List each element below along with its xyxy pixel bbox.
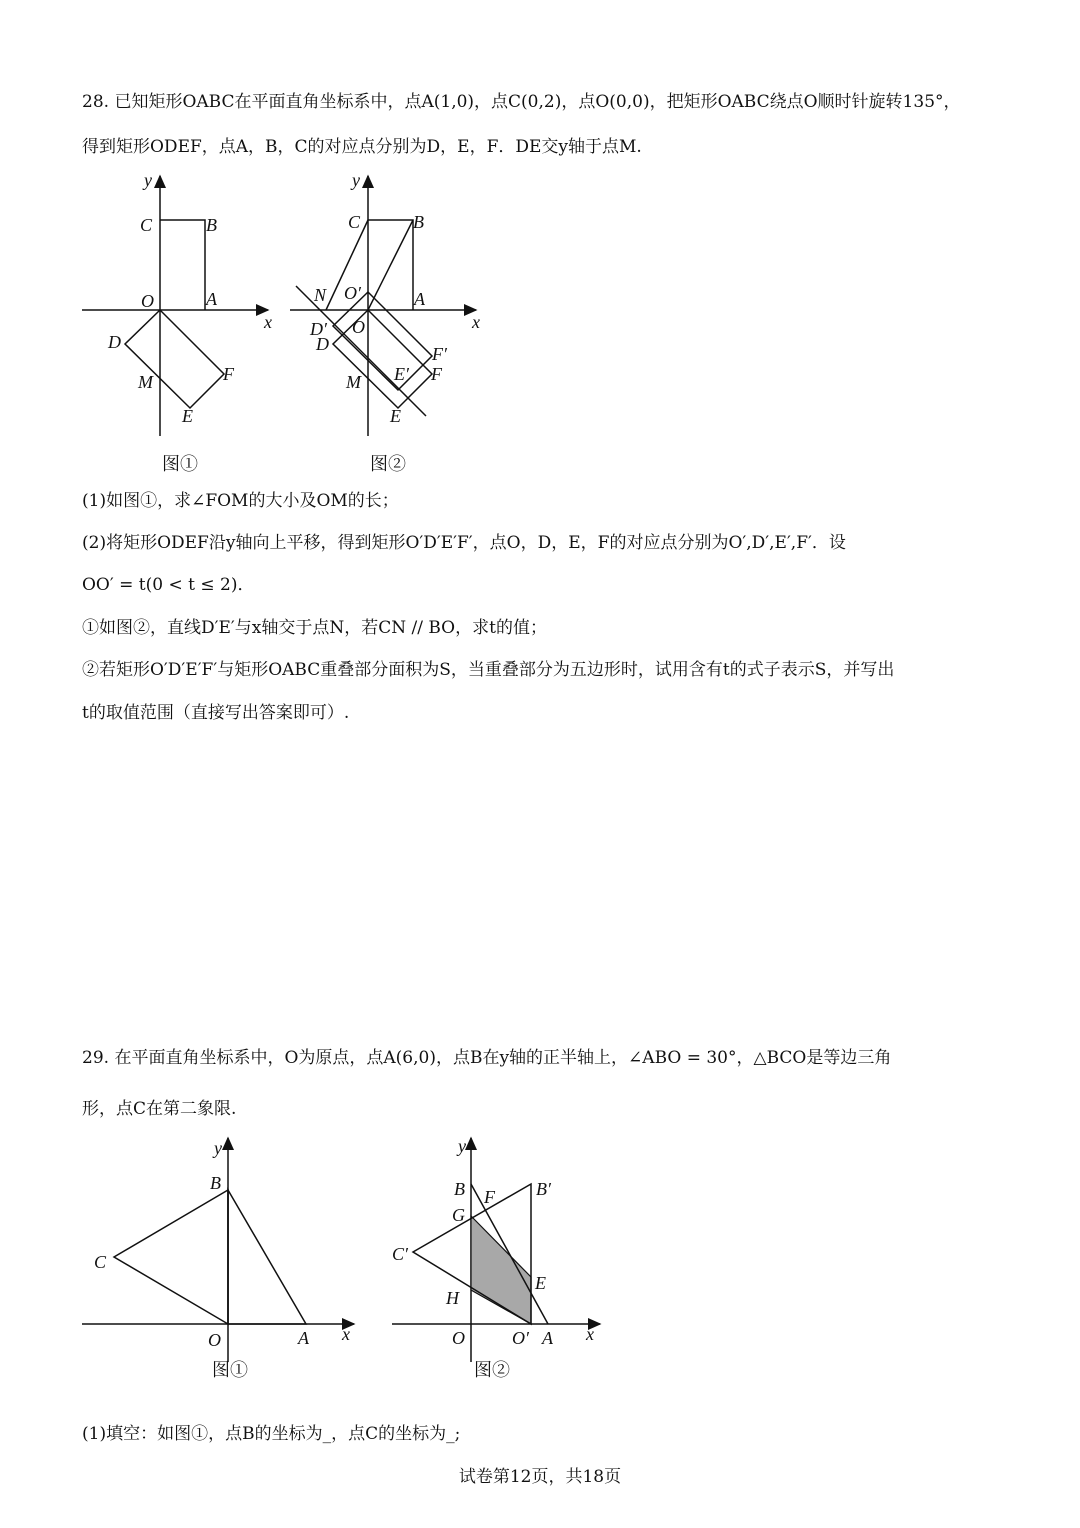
label-e: E <box>535 1273 546 1293</box>
label-x: x <box>586 1324 594 1344</box>
label-a: A <box>298 1328 309 1348</box>
caption: 图① <box>162 454 198 475</box>
label-y: y <box>214 1138 222 1158</box>
label-e-prime: E′ <box>394 364 409 384</box>
label-o-prime: O′ <box>344 283 361 303</box>
label-c: C <box>94 1252 107 1272</box>
label-c-prime: C′ <box>392 1244 408 1264</box>
q28-part2-sub2-line1: ②若矩形O′D′E′F′与矩形OABC重叠部分面积为S，当重叠部分为五边形时，试用含有t的式子表示S，并写出 <box>82 660 895 680</box>
label-b: B <box>413 212 424 232</box>
rectangle-oabc <box>160 220 205 310</box>
label-o: O <box>452 1328 465 1348</box>
q28-part2-sub1: ①如图②，直线D′E′与x轴交于点N，若CN // BO，求t的值； <box>82 618 547 638</box>
q28-part2-sub2-line2: t的取值范围（直接写出答案即可）. <box>82 703 350 723</box>
label-f: F <box>223 364 234 384</box>
label-b: B <box>454 1179 465 1199</box>
q29-figure-1 <box>78 1132 368 1392</box>
label-o: O <box>208 1330 221 1350</box>
q28-figure-2 <box>286 168 486 478</box>
label-o: O <box>141 291 154 311</box>
q29-part1: (1)填空：如图①，点B的坐标为_，点C的坐标为_; <box>82 1424 461 1444</box>
q28-part2-line1: (2)将矩形ODEF沿y轴向上平移，得到矩形O′D′E′F′，点O，D，E，F的对应点分别为O′,D′,E′,F′．设 <box>82 533 846 553</box>
q29-stem-line2: 形，点C在第二象限. <box>82 1099 237 1119</box>
label-a: A <box>542 1328 553 1348</box>
rectangle-odef <box>125 310 224 408</box>
triangle-bco <box>114 1190 228 1324</box>
label-x: x <box>342 1324 350 1344</box>
q28-stem-line1: 28. 已知矩形OABC在平面直角坐标系中，点A(1,0)，点C(0,2)，点O(0,0)，把矩形OABC绕点O顺时针旋转135°， <box>82 92 961 112</box>
label-m: M <box>138 372 153 392</box>
q28-figure-1 <box>78 168 278 478</box>
label-d: D <box>316 334 329 354</box>
caption: 图② <box>474 1360 510 1381</box>
label-o: O <box>352 317 365 337</box>
label-x: x <box>264 312 272 332</box>
label-h: H <box>446 1288 459 1308</box>
label-e: E <box>390 406 401 426</box>
segment-bo <box>368 220 413 310</box>
rectangle-odef <box>333 310 432 408</box>
label-x: x <box>472 312 480 332</box>
label-d-prime: D′ <box>310 319 327 339</box>
label-n: N <box>314 285 327 305</box>
q29-stem-line1: 29. 在平面直角坐标系中，O为原点，点A(6,0)，点B在y轴的正半轴上，∠ABO = 30°，△BCO是等边三角 <box>82 1048 892 1068</box>
label-b: B <box>210 1173 221 1193</box>
label-f: F <box>484 1187 495 1207</box>
label-y: y <box>352 170 360 190</box>
caption: 图② <box>370 454 406 475</box>
label-b: B <box>206 215 217 235</box>
label-m: M <box>346 372 361 392</box>
label-e: E <box>182 406 193 426</box>
label-o-prime: O′ <box>512 1328 529 1348</box>
label-f: F <box>431 364 442 384</box>
q28-stem-line2: 得到矩形ODEF，点A，B，C的对应点分别为D，E，F．DE交y轴于点M. <box>82 137 642 157</box>
label-d: D <box>108 332 121 352</box>
q28-part1: (1)如图①，求∠FOM的大小及OM的长； <box>82 491 399 511</box>
q29-figure-2 <box>388 1132 618 1392</box>
shaded-overlap <box>471 1216 531 1324</box>
label-y: y <box>144 170 152 190</box>
q28-part2-line2: OO′ = t(0 < t ≤ 2)． <box>82 575 255 595</box>
label-c: C <box>140 215 153 235</box>
label-f-prime: F′ <box>432 344 447 364</box>
label-a: A <box>206 289 217 309</box>
caption: 图① <box>212 1360 248 1381</box>
label-b-prime: B′ <box>536 1179 551 1199</box>
label-c: C <box>348 212 361 232</box>
label-a: A <box>414 289 425 309</box>
page-footer: 试卷第12页，共18页 <box>458 1467 622 1487</box>
triangle-abo <box>228 1190 306 1324</box>
label-y: y <box>458 1136 466 1156</box>
label-g: G <box>452 1205 465 1225</box>
